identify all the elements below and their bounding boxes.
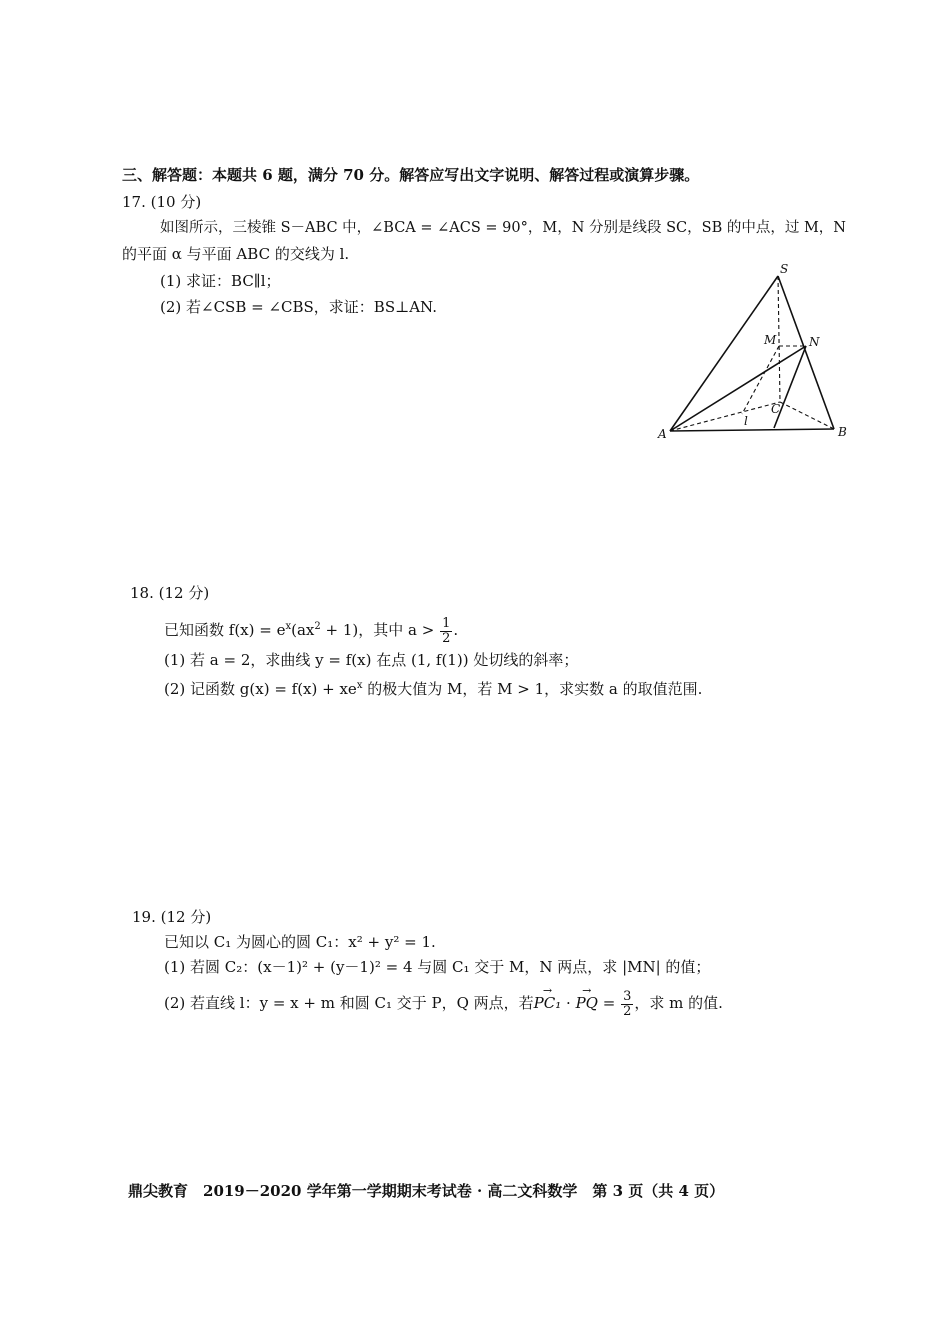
q18-part2-prefix: (2) 记函数 g(x) = f(x) + xe [164,680,357,698]
edge-ab [670,429,834,431]
q17-title: 17. (10 分) [122,193,202,211]
q17-part1: (1) 求证：BC∥l； [160,272,281,290]
q19-frac-den: 2 [623,1003,632,1019]
q19-fraction [621,990,633,1019]
q19-part2-suffix: ，求 m 的值. [634,994,723,1012]
edge-sc [778,276,780,402]
pyramid-figure [650,262,860,448]
q19-vector-pq: → PQ [576,986,598,1020]
q19-part2-prefix: (2) 若直线 l：y = x + m 和圆 C₁ 交于 P，Q 两点，若 [164,994,534,1012]
q19-part1: (1) 若圆 C₂：(x－1)² + (y－1)² = 4 与圆 C₁ 交于 M，N 两点，求 |MN| 的值； [164,958,711,976]
q19-vector-pc1: → PC₁ [534,986,562,1020]
label-c: C [771,402,781,416]
q18-stem [164,610,458,644]
q18-frac-den: 2 [442,630,451,646]
label-b: B [838,425,847,439]
q17-stem-line1: 如图所示，三棱锥 S－ABC 中，∠BCA = ∠ACS = 90°，M，N 分别是线段 SC，SB 的中点，过 M，N [160,220,846,236]
q19-part2-dot: · [561,994,576,1012]
edge-sb [778,276,834,429]
q19-stem: 已知以 C₁ 为圆心的圆 C₁：x² + y² = 1. [164,933,436,951]
q19-title: 19. (12 分) [132,908,212,926]
q18-stem-suffix: + 1)，其中 a > [320,621,435,639]
q18-stem-sup2: 2 [314,621,321,632]
label-m: M [764,333,777,347]
q18-stem-end: . [453,621,459,639]
q18-part1: (1) 若 a = 2，求曲线 y = f(x) 在点 (1, f(1)) 处切线的斜率； [164,651,579,669]
edge-as [670,276,781,431]
q19-part2 [164,986,723,1020]
q18-fraction [440,617,452,646]
q18-stem-mid: (ax [291,621,315,639]
q18-part2 [164,676,702,699]
q18-part2-sup: x [356,680,363,691]
q18-stem-prefix: 已知函数 f(x) = e [164,621,286,639]
q19-frac-num: 3 [623,988,632,1004]
label-s: S [780,262,789,276]
q18-stem-sup: x [285,621,292,632]
section-header: 三、解答题：本题共 6 题，满分 70 分。解答应写出文字说明、解答过程或演算步骤。 [122,166,700,184]
page-footer: 鼎尖教育 2019－2020 学年第一学期期末考试卷 · 高二文科数学 第 3 页（共 4 页） [128,1182,725,1200]
q18-frac-num: 1 [442,615,451,631]
label-a: A [658,427,667,441]
q17-part2: (2) 若∠CSB = ∠CBS，求证：BS⊥AN. [160,298,437,316]
q18-part2-suffix: 的极大值为 M，若 M > 1，求实数 a 的取值范围. [362,680,703,698]
q19-part2-eq: = [597,994,621,1012]
q17-stem-line2: 的平面 α 与平面 ABC 的交线为 l. [122,245,350,263]
label-n: N [809,335,820,349]
edge-an [670,346,806,431]
label-l: l [744,414,748,428]
q18-title: 18. (12 分) [130,584,210,602]
